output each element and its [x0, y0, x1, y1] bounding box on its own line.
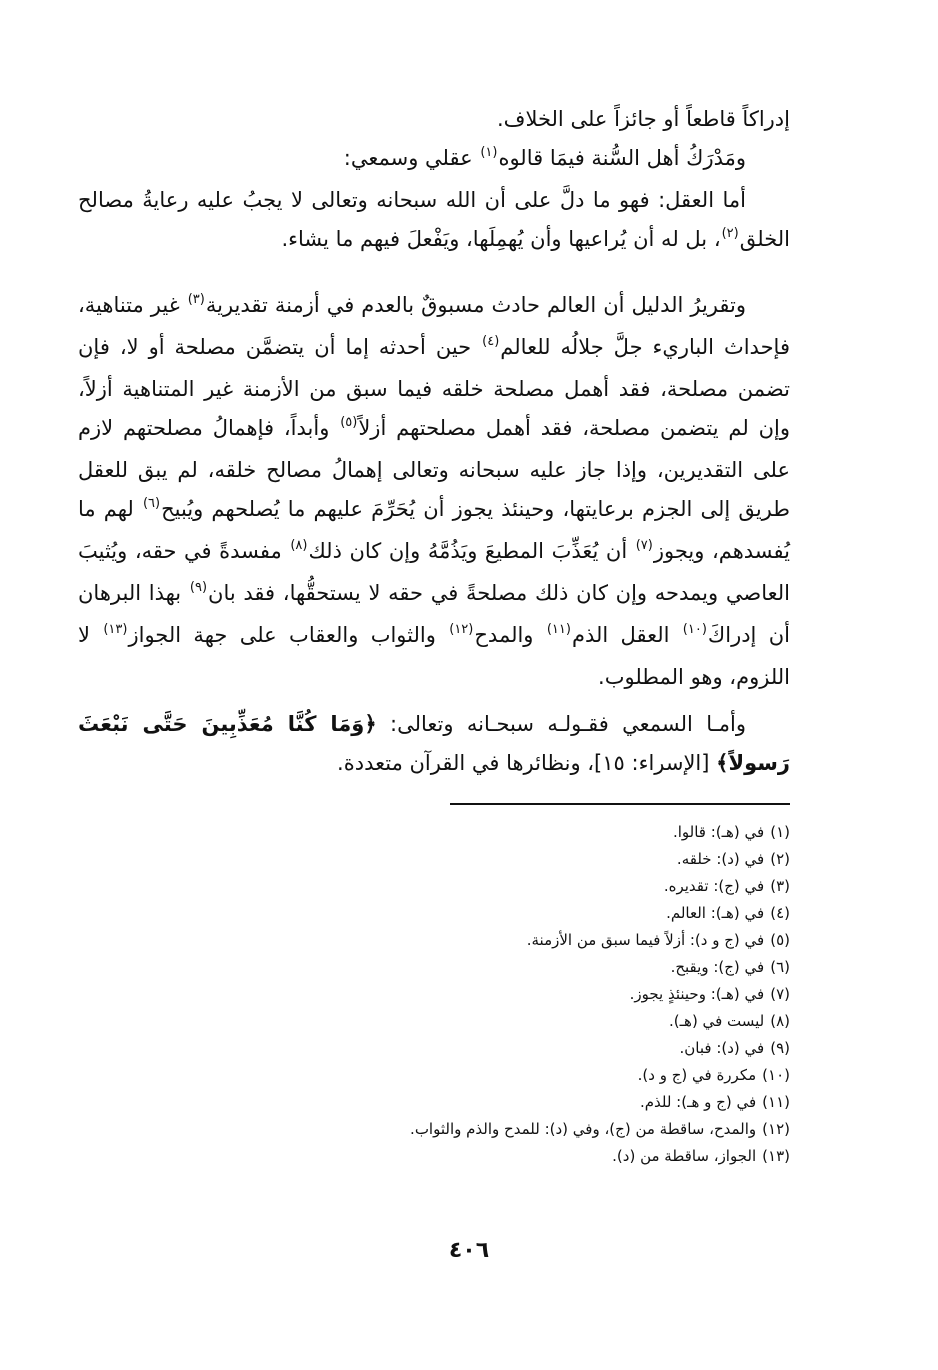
paragraph-4-text-6: أن يُعَذِّبَ المطيعَ ويَذُمَّهُ وإن كان ذلك: [308, 539, 635, 563]
footnote-text: مكررة في (ج و د).: [637, 1066, 757, 1084]
footnote-text: الجواز، ساقطة من (د).: [612, 1147, 757, 1165]
footnote-text: ليست في (هـ).: [669, 1012, 765, 1030]
paragraph-4-text-8: بهذا البرهان أن إدراكَ: [78, 581, 791, 647]
footnote-text: في (هـ): العالم.: [666, 904, 765, 922]
paragraph-4-text-2: غير متناهية، فإحداث الباريء جلَّ جلالُه للعالم: [78, 293, 790, 359]
footnote-ref-10[interactable]: (١٠): [682, 622, 707, 637]
paragraph-4-text-12: لا اللزوم، وهو المطلوب.: [78, 623, 790, 689]
footnote-ref-4[interactable]: (٤): [482, 334, 500, 349]
footnote-number: (١١): [762, 1093, 790, 1111]
footnote-item: [78, 954, 790, 981]
footnote-number: (٧): [770, 985, 790, 1003]
main-text: [78, 100, 790, 783]
footnote-text: في (هـ): وحينئذٍ يجوز.: [629, 985, 765, 1003]
footnote-number: (١): [770, 823, 790, 841]
footnote-ref-9[interactable]: (٩): [189, 580, 208, 595]
paragraph-4-text-4: وأبداً، فإهمالُ مصلحتهم لازم على التقديرين، وإذا جاز عليه سبحانه وتعالى إهمالُ مصالح خلقه، لم يبق للعقل طريق إلى الجزم برعايتها، وحينئذ يجوز أن يُحَرِّمَ عليهم ما يُصلحهم ويُبيح: [78, 416, 790, 521]
footnote-number: (٥): [770, 931, 790, 949]
paragraph-2: [78, 139, 790, 181]
footnote-ref-11[interactable]: (١١): [546, 622, 571, 637]
footnote-number: (٢): [770, 850, 790, 868]
footnote-ref-12[interactable]: (١٢): [449, 622, 474, 637]
paragraph-4-text-5: لهم ما يُفسدهم، ويجوز: [78, 497, 791, 563]
footnote-ref-7[interactable]: (٧): [635, 538, 653, 553]
footnote-number: (١٠): [762, 1066, 790, 1084]
footnote-number: (٨): [770, 1012, 790, 1030]
paragraph-4-text-3: حين أحدثه إما أن يتضمَّن مصلحة أو لا، فإن تضمن مصلحة، فقد أهمل مصلحة خلقه فيما سبق من الأزمنة غير المتناهية أزلاً، وإن لم يتضمن مصلحة، فقد أهمل مصلحتهم أزلاً: [78, 335, 791, 440]
footnote-divider: [450, 803, 790, 805]
paragraph-4: [78, 286, 790, 697]
footnote-item: [78, 927, 790, 954]
paragraph-3: [78, 181, 790, 262]
footnote-text: في (ج و هـ): للذم.: [639, 1093, 757, 1111]
paragraph-4-text-11: والثواب والعقاب على جهة الجواز: [128, 623, 449, 647]
footnote-number: (٦): [770, 958, 790, 976]
page-number: ٤٠٦: [448, 1238, 490, 1263]
paragraph-4-text-9: العقل الذم: [571, 623, 682, 647]
paragraph-3-text-b: ، بل له أن يُراعيها وأن يُهمِلَها، ويَفْعلَ فيهم ما يشاء.: [281, 227, 721, 251]
footnote-ref-1[interactable]: (١): [480, 145, 498, 160]
footnote-number: (١٣): [762, 1147, 790, 1165]
paragraph-3-text-a: أما العقل: فهو ما دلَّ على أن الله سبحانه وتعالى لا يجبُ عليه رعايةُ مصالح الخلق: [78, 188, 790, 251]
footnote-text: في (د): فبان.: [679, 1039, 765, 1057]
paragraph-1: [78, 100, 790, 139]
footnote-number: (٩): [770, 1039, 790, 1057]
page-body: [78, 100, 790, 1300]
paragraph-5-text-a: وأمـا السمعي فقـولـه سبحـانه وتعالى:: [376, 712, 747, 736]
footnote-ref-3[interactable]: (٣): [187, 292, 205, 307]
paragraph-4-text-1: وتقريرُ الدليل أن العالم حادث مسبوقٌ بالعدم في أزمنة تقديرية: [205, 293, 747, 317]
footnote-item: [78, 1008, 790, 1035]
footnote-item: [78, 1089, 790, 1116]
footnote-text: في (د): خلقه.: [676, 850, 765, 868]
footnotes-list: [78, 819, 790, 1170]
footnote-text: والمدح، ساقطة من (ج)، وفي (د): للمدح والذم والثواب.: [410, 1120, 757, 1138]
footnote-item: [78, 1116, 790, 1143]
footnote-item: [78, 1143, 790, 1170]
footnote-item: [78, 1035, 790, 1062]
footnote-ref-2[interactable]: (٢): [721, 226, 739, 241]
footnote-item: [78, 819, 790, 846]
paragraph-2-text-a: ومَدْرَكُ أهل السُّنة فيمَا قالوه: [498, 146, 746, 170]
paragraph-4-text-10: والمدح: [474, 623, 546, 647]
footnote-item: [78, 846, 790, 873]
footnote-text: في (ج): تقديره.: [663, 877, 765, 895]
footnote-text: في (هـ): قالوا.: [672, 823, 765, 841]
paragraph-4-text-7: مفسدةً في حقه، ويُثيبَ العاصي ويمدحه وإن كان ذلك مصلحةً في حقه لا يستحقُّها، فقد بان: [78, 539, 790, 605]
paragraph-2-text-b: عقلي وسمعي:: [343, 146, 480, 170]
footnote-item: [78, 1062, 790, 1089]
footnote-text: في (ج): ويقبح.: [670, 958, 765, 976]
footnote-item: [78, 873, 790, 900]
footnote-item: [78, 981, 790, 1008]
footnote-ref-8[interactable]: (٨): [290, 538, 308, 553]
footnote-text: في (ج و د): أزلاً فيما سبق من الأزمنة.: [526, 931, 765, 949]
footnote-ref-13[interactable]: (١٣): [103, 622, 128, 637]
footnote-number: (٣): [770, 877, 790, 895]
footnote-number: (١٢): [762, 1120, 790, 1138]
footnote-item: [78, 900, 790, 927]
paragraph-5-text-b: [الإسراء: ١٥]، ونظائرها في القرآن متعددة.: [337, 751, 717, 775]
paragraph-1-text: إدراكاً قاطعاً أو جائزاً على الخلاف.: [497, 107, 790, 131]
quran-verse: ﴿وَمَا كُنَّا مُعَذِّبِينَ حَتَّى نَبْعَثَ رَسولاً﴾: [78, 712, 790, 775]
footnote-ref-5[interactable]: (٥): [340, 415, 358, 430]
footnote-ref-6[interactable]: (٦): [142, 496, 161, 511]
paragraph-5: [78, 705, 790, 783]
footnote-number: (٤): [770, 904, 790, 922]
